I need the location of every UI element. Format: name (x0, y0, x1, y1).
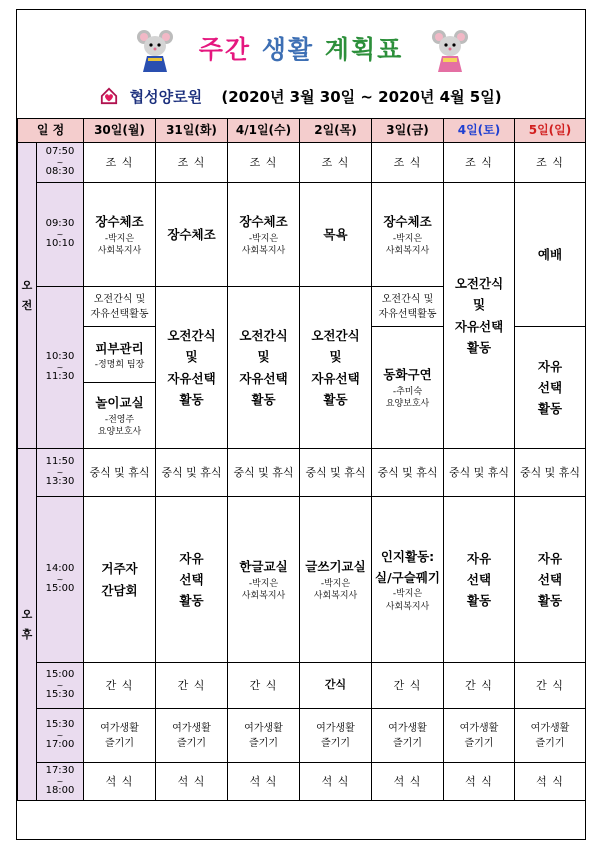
time-slot-8 (37, 763, 84, 801)
row-breakfast (18, 143, 586, 183)
cell-late-wed: 오전간식 및 자유선택 활동 (228, 287, 300, 449)
pm-text: 오 후 (21, 607, 33, 641)
header-day-sun: 5일(일) (515, 119, 586, 143)
cell-lunch-sun: 중식 및 휴식 (515, 449, 586, 497)
time-tilde: ~ (56, 730, 64, 740)
cell-breakfast-sun: 조 식 (515, 143, 586, 183)
cell-lunch-tue: 중식 및 휴식 (156, 449, 228, 497)
house-heart-logo-icon (100, 87, 118, 105)
cell-afternoon-sat: 자유 선택 활동 (444, 497, 515, 663)
cell-program-tue: 장수체조 (156, 183, 228, 287)
program-title: 장수체조 (95, 214, 144, 230)
cell-dinner-thu: 석 식 (300, 763, 372, 801)
time-start: 11:50 (45, 456, 75, 468)
cell-leisure-fri: 여가생활 즐기기 (372, 709, 444, 763)
cell-lunch-wed: 중식 및 휴식 (228, 449, 300, 497)
cell-snack-thu: 간식 (300, 663, 372, 709)
time-start: 17:30 (45, 765, 75, 777)
cell-leisure-wed: 여가생활 즐기기 (228, 709, 300, 763)
cell-lunch-thu: 중식 및 휴식 (300, 449, 372, 497)
title-word-2: 생활 (261, 35, 315, 64)
cell-program-sun: 예배 (515, 183, 586, 327)
row-lunch (18, 449, 586, 497)
cell-snack-sun: 간 식 (515, 663, 586, 709)
cell-snack-mon: 간 식 (84, 663, 156, 709)
header-row (18, 119, 586, 143)
cell-snack-sat: 간 식 (444, 663, 515, 709)
program-staff: -박지은 사회복지사 (241, 578, 286, 602)
cell-dinner-wed: 석 식 (228, 763, 300, 801)
program-title: 글쓰기교실 (305, 559, 366, 575)
cell-late-fri-b (372, 327, 444, 449)
am-text: 오 전 (21, 278, 33, 312)
time-end: 17:00 (45, 739, 75, 751)
time-tilde: ~ (56, 362, 64, 372)
program-staff: -박지은 사회복지사 (241, 233, 286, 257)
row-leisure (18, 709, 586, 763)
label-am (18, 143, 37, 449)
time-tilde: ~ (56, 157, 64, 167)
time-slot-4 (37, 449, 84, 497)
cell-program-thu: 목욕 (300, 183, 372, 287)
cell-dinner-fri: 석 식 (372, 763, 444, 801)
cell-snack-tue: 간 식 (156, 663, 228, 709)
time-end: 08:30 (45, 166, 75, 178)
program-staff: -박지은 사회복지사 (385, 589, 430, 612)
row-morning-program (18, 183, 586, 287)
cell-breakfast-mon: 조 식 (84, 143, 156, 183)
cell-lunch-mon: 중식 및 휴식 (84, 449, 156, 497)
schedule-period: (2020년 3월 30일 ~ 2020년 4월 5일) (221, 88, 502, 106)
time-end: 15:30 (45, 689, 75, 701)
header-schedule: 일 정 (18, 119, 84, 143)
cell-dinner-tue: 석 식 (156, 763, 228, 801)
schedule-sheet (16, 9, 586, 840)
page-subtitle (17, 86, 585, 107)
cell-breakfast-fri: 조 식 (372, 143, 444, 183)
header-day-sat: 4일(토) (444, 119, 515, 143)
program-title: 인지활동: 실/구슬꿰기 (375, 548, 440, 585)
time-end: 11:30 (45, 371, 75, 383)
cell-afternoon-sun: 자유 선택 활동 (515, 497, 586, 663)
time-end: 13:30 (45, 476, 75, 488)
row-snack (18, 663, 586, 709)
header-day-fri: 3일(금) (372, 119, 444, 143)
cell-late-mon-b (84, 327, 156, 383)
time-slot-5 (37, 497, 84, 663)
time-tilde: ~ (56, 467, 64, 477)
cell-late-mon-c (84, 383, 156, 449)
cell-afternoon-wed (228, 497, 300, 663)
header-day-thu: 2일(목) (300, 119, 372, 143)
program-staff: -박지은 사회복지사 (313, 578, 358, 602)
cell-breakfast-sat: 조 식 (444, 143, 515, 183)
time-end: 15:00 (45, 583, 75, 595)
time-tilde: ~ (56, 574, 64, 584)
cell-program-fri (372, 183, 444, 287)
cell-afternoon-thu (300, 497, 372, 663)
cell-dinner-sun: 석 식 (515, 763, 586, 801)
cell-lunch-sat: 중식 및 휴식 (444, 449, 515, 497)
time-start: 10:30 (45, 351, 75, 363)
cell-afternoon-mon: 거주자 간담회 (84, 497, 156, 663)
cell-late-thu: 오전간식 및 자유선택 활동 (300, 287, 372, 449)
time-end: 18:00 (45, 785, 75, 797)
cell-breakfast-tue: 조 식 (156, 143, 228, 183)
cell-program-wed (228, 183, 300, 287)
time-end: 10:10 (45, 238, 75, 250)
cell-lunch-fri: 중식 및 휴식 (372, 449, 444, 497)
title-word-1: 주간 (198, 35, 252, 64)
cell-afternoon-tue: 자유 선택 활동 (156, 497, 228, 663)
time-start: 09:30 (45, 218, 75, 230)
cell-dinner-sat: 석 식 (444, 763, 515, 801)
cell-program-sat: 오전간식 및 자유선택 활동 (444, 183, 515, 449)
program-staff: -전영주 요양보호사 (97, 414, 142, 438)
cell-late-tue: 오전간식 및 자유선택 활동 (156, 287, 228, 449)
program-title: 장수체조 (239, 214, 288, 230)
cell-leisure-tue: 여가생활 즐기기 (156, 709, 228, 763)
page-title (17, 30, 585, 70)
time-slot-7 (37, 709, 84, 763)
program-title: 한글교실 (239, 559, 288, 575)
time-tilde: ~ (56, 680, 64, 690)
cell-late-fri-a: 오전간식 및 자유선택활동 (372, 287, 444, 327)
program-staff: -추미숙 요양보호사 (385, 386, 430, 410)
cell-leisure-sun: 여가생활 즐기기 (515, 709, 586, 763)
cell-late-sun: 자유 선택 활동 (515, 327, 586, 449)
program-title: 피부관리 (95, 340, 144, 356)
time-start: 15:30 (45, 719, 75, 731)
title-word-3: 계획표 (324, 35, 404, 64)
program-staff: -박지은 사회복지사 (97, 233, 142, 257)
time-tilde: ~ (56, 776, 64, 786)
program-staff: -정명희 팀장 (94, 359, 145, 370)
time-start: 15:00 (45, 669, 75, 681)
row-afternoon-program (18, 497, 586, 663)
cell-leisure-sat: 여가생활 즐기기 (444, 709, 515, 763)
cell-breakfast-thu: 조 식 (300, 143, 372, 183)
cell-late-mon-a: 오전간식 및 자유선택활동 (84, 287, 156, 327)
cell-snack-wed: 간 식 (228, 663, 300, 709)
time-tilde: ~ (56, 229, 64, 239)
time-slot-2 (37, 183, 84, 287)
cell-afternoon-fri (372, 497, 444, 663)
program-staff: -박지은 사회복지사 (385, 233, 430, 257)
time-slot-1 (37, 143, 84, 183)
row-dinner (18, 763, 586, 801)
header-day-wed: 4/1일(수) (228, 119, 300, 143)
weekly-schedule-table (17, 118, 586, 801)
cell-leisure-mon: 여가생활 즐기기 (84, 709, 156, 763)
time-slot-3 (37, 287, 84, 449)
cell-leisure-thu: 여가생활 즐기기 (300, 709, 372, 763)
program-title: 동화구연 (383, 367, 432, 383)
time-start: 07:50 (45, 146, 75, 158)
header-day-tue: 31일(화) (156, 119, 228, 143)
program-title: 놀이교실 (95, 395, 144, 411)
header-day-mon: 30일(월) (84, 119, 156, 143)
label-pm (18, 449, 37, 801)
cell-program-mon (84, 183, 156, 287)
cell-snack-fri: 간 식 (372, 663, 444, 709)
program-title: 장수체조 (383, 214, 432, 230)
organization-name: 협성양로원 (129, 88, 203, 106)
time-start: 14:00 (45, 563, 75, 575)
cell-breakfast-wed: 조 식 (228, 143, 300, 183)
time-slot-6 (37, 663, 84, 709)
cell-dinner-mon: 석 식 (84, 763, 156, 801)
